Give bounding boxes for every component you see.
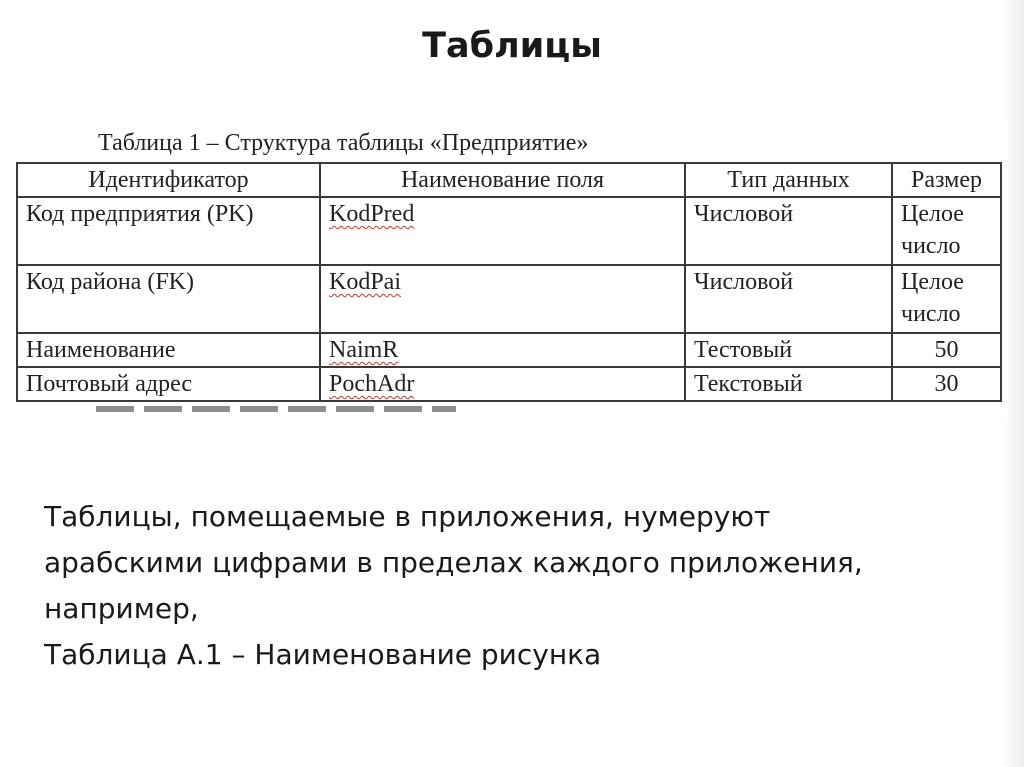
field-name-cell [320, 197, 685, 265]
cropped-text-fragment [96, 406, 456, 412]
column-header: Тип данных [685, 163, 892, 197]
field-name-text: PochAdr [329, 371, 415, 397]
table-row [17, 333, 1001, 367]
field-name-text: KodPred [329, 201, 415, 227]
size-cell: 50 [892, 333, 1001, 367]
field-name-text: KodPai [329, 269, 401, 295]
size-cell [892, 197, 1001, 265]
table-row [17, 197, 1001, 265]
size-line: Целое [901, 201, 964, 227]
size-line: число [901, 301, 961, 327]
body-line: Таблица А.1 – Наименование рисунка [44, 638, 602, 671]
table-row [17, 367, 1001, 401]
field-name-cell [320, 265, 685, 333]
identifier-cell: Код предприятия (PK) [17, 197, 320, 265]
identifier-cell: Код района (FK) [17, 265, 320, 333]
body-line: Таблицы, помещаемые в приложения, нумеруют [44, 500, 771, 533]
table-header-row [17, 163, 1001, 197]
body-text [44, 494, 994, 678]
structure-table [16, 162, 1002, 402]
size-cell: 30 [892, 367, 1001, 401]
field-name-cell [320, 333, 685, 367]
table-caption: Таблица 1 – Структура таблицы «Предприятие» [98, 130, 589, 156]
size-line: число [901, 233, 961, 259]
size-line: Целое [901, 269, 964, 295]
field-name-cell [320, 367, 685, 401]
column-header: Наименование поля [320, 163, 685, 197]
slide-title: Таблицы [422, 26, 602, 66]
body-line: арабскими цифрами в пределах каждого приложения, [44, 546, 863, 579]
table-row [17, 265, 1001, 333]
identifier-cell: Наименование [17, 333, 320, 367]
data-type-cell: Тестовый [685, 333, 892, 367]
field-name-text: NaimR [329, 337, 399, 363]
table-figure [8, 120, 1008, 420]
data-type-cell: Текстовый [685, 367, 892, 401]
column-header: Размер [892, 163, 1001, 197]
identifier-cell: Почтовый адрес [17, 367, 320, 401]
body-line: например, [44, 592, 199, 625]
data-type-cell: Числовой [685, 197, 892, 265]
data-type-cell: Числовой [685, 265, 892, 333]
column-header: Идентификатор [17, 163, 320, 197]
size-cell [892, 265, 1001, 333]
